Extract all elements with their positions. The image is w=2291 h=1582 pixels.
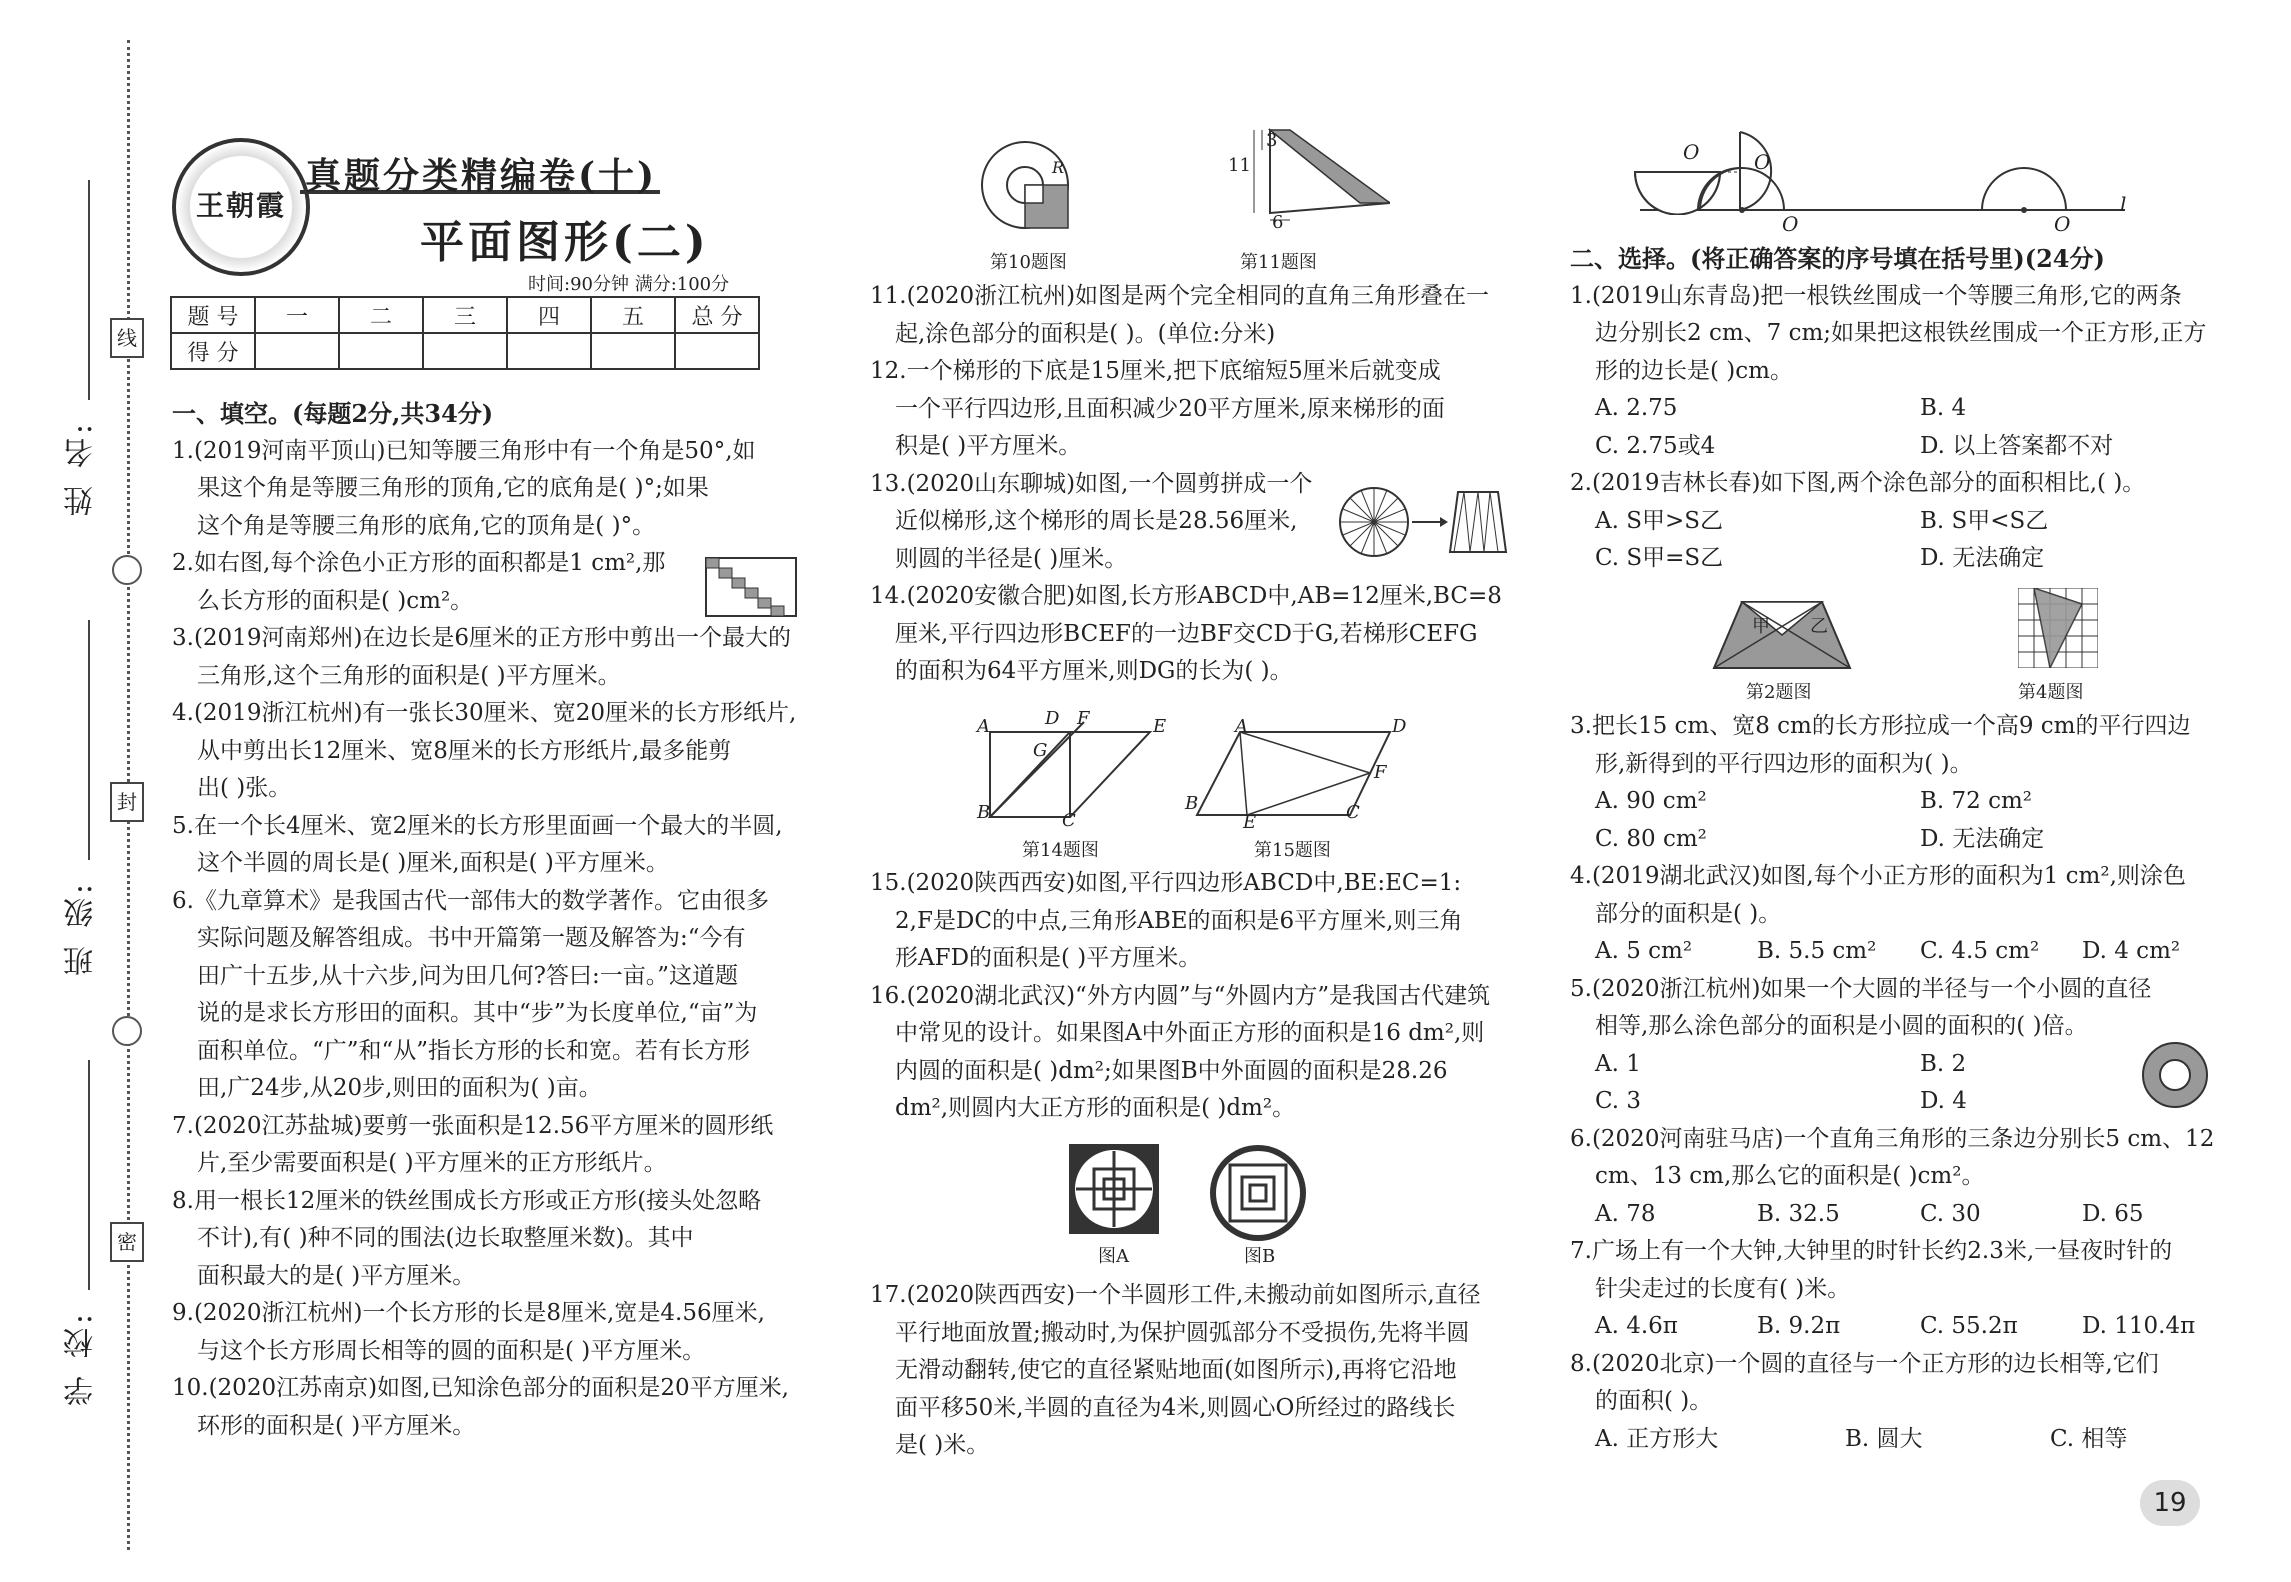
option-d[interactable]: D. 无法确定 [1920,545,2045,571]
q7-options-row [1570,1308,2230,1346]
question-3 [172,620,812,695]
option-c[interactable]: C. 相等 [2050,1425,2128,1452]
side-box-bind: 密 [110,1222,144,1262]
q-line: 3.(2019河南郑州)在边长是6厘米的正方形中剪出一个最大的 [172,625,792,651]
q-line: 2,F是DC的中点,三角形ABE的面积是6平方厘米,则三角 [895,907,1463,934]
option-a[interactable]: A. 4.6π [1595,1313,1678,1339]
q-line: dm²,则圆内大正方形的面积是( )dm²。 [895,1095,1296,1121]
side-label-school: 学 校: [64,1310,99,1406]
option-b[interactable]: B. 4 [1920,395,1967,421]
fig2-trapezoid [1712,600,1852,670]
name-blank-line [88,180,90,400]
q-line: cm、13 cm,那么它的面积是( )cm²。 [1595,1163,1985,1189]
option-a[interactable]: A. 90 cm² [1595,788,1707,814]
section-1-heading: 一、填空。(每题2分,共34分) [172,399,494,428]
option-a[interactable]: A. 1 [1595,1050,1641,1077]
score-cell: 题 号 [171,297,255,333]
option-c[interactable]: C. 4.5 cm² [1920,938,2040,964]
q-line: 6.(2020河南驻马店)一个直角三角形的三条边分别长5 cm、12 [1570,1125,2215,1152]
fig4-grid [2018,588,2098,668]
q-line: 14.(2020安徽合肥)如图,长方形ABCD中,AB=12厘米,BC=8 [870,583,1502,609]
q-line: 4.(2019湖北武汉)如图,每个小正方形的面积为1 cm²,则涂色 [1570,863,2186,889]
class-blank-line [88,620,90,860]
fig14-label-f: F [1077,708,1090,729]
option-c[interactable]: C. 30 [1920,1200,1981,1227]
fig14-label-c: C [1062,810,1076,831]
fig14-label-g: G [1033,740,1048,761]
q-line: 无滑动翻转,使它的直径紧贴地面(如图所示),再将它沿地 [895,1357,1457,1383]
fig15-label-e: E [1243,812,1257,833]
q-line: 不计),有( )种不同的围法(边长取整厘米数)。其中 [197,1225,694,1251]
choice-question-6 [1570,1121,2230,1234]
fig10-ring-figure [980,140,1070,230]
q-line: 相等,那么涂色部分的面积是小圆的面积的( )倍。 [1595,1013,2088,1039]
fig11-label-3: 3 [1266,130,1278,151]
option-b[interactable]: B. 2 [1920,1050,1967,1077]
option-c[interactable]: C. 80 cm² [1595,825,1707,852]
score-cell: 四 [507,297,591,333]
option-b[interactable]: B. 5.5 cm² [1757,938,1877,964]
q-line: 15.(2020陕西西安)如图,平行四边形ABCD中,BE:EC=1: [870,870,1462,896]
fig14-label-a: A [977,716,990,737]
option-c[interactable]: C. S甲=S乙 [1595,545,1724,571]
fig15-label-d: D [1392,716,1407,737]
q-line: 这个角是等腰三角形的底角,它的顶角是( )°。 [197,512,656,539]
option-d[interactable]: D. 以上答案都不对 [1920,432,2114,459]
option-c[interactable]: C. 2.75或4 [1595,432,1716,459]
fig2-caption: 第2题图 [1746,682,1812,703]
q-line: 田广十五步,从十六步,问为田几何?答曰:一亩。”这道题 [197,962,738,989]
fig15-label-a: A [1235,716,1248,737]
q-line: 平行地面放置;搬动时,为保护圆弧部分不受损伤,先将半圆 [895,1319,1470,1346]
q-line: 面平移50米,半圆的直径为4米,则圆心O所经过的路线长 [895,1394,1456,1421]
q-line: 内圆的面积是( )dm²;如果图B中外面圆的面积是28.26 [895,1057,1448,1084]
q-line: 起,涂色部分的面积是( )。(单位:分米) [895,320,1276,347]
question-12 [870,353,1510,466]
fig11-caption: 第11题图 [1240,252,1317,273]
q-line: 形,新得到的平行四边形的面积为( )。 [1595,750,1973,777]
question-10 [172,1370,812,1445]
fig11-triangles-figure [1240,128,1390,228]
fig15-label-b: B [1185,793,1199,814]
logo-text: 王朝霞 [195,189,286,222]
paper-subtitle: 平面图形(二) [420,217,710,268]
choice-question-5 [1570,971,2230,1121]
q-line: 16.(2020湖北武汉)“外方内圆”与“外圆内方”是我国古代建筑 [870,982,1491,1009]
q-line: 面积最大的是( )平方厘米。 [197,1262,476,1289]
fig14-label-b: B [977,802,991,823]
side-box-line: 线 [110,318,144,358]
q-line: 7.广场上有一个大钟,大钟里的时针长约2.3米,一昼夜时针的 [1570,1238,2173,1264]
q-line: 1.(2019山东青岛)把一根铁丝围成一个等腰三角形,它的两条 [1570,282,2182,309]
question-15 [870,865,1510,978]
fig15-label-c: C [1346,802,1360,823]
fig-a-square-circle [1068,1143,1160,1235]
q-line: 实际问题及解答组成。书中开篇第一题及解答为:“今有 [197,925,746,951]
choice-question-4 [1570,858,2230,971]
column-3-bottom [1570,708,2230,1458]
binding-hole-icon [112,1016,142,1046]
question-1 [172,433,812,546]
q-line: 的面积( )。 [1595,1388,1713,1414]
q-line: 13.(2020山东聊城)如图,一个圆剪拼成一个 [870,470,1313,497]
q-line: 环形的面积是( )平方厘米。 [197,1412,476,1439]
q-line: 么长方形的面积是( )cm²。 [197,587,474,614]
question-6 [172,883,812,1108]
score-table [170,296,760,370]
option-a[interactable]: A. 正方形大 [1595,1425,1719,1452]
q-line: 与这个长方形周长相等的圆的面积是( )平方厘米。 [197,1337,706,1364]
option-a[interactable]: A. S甲>S乙 [1595,507,1724,534]
q-line: 则圆的半径是( )厘米。 [895,545,1128,572]
column-1 [172,395,812,1445]
q-line: 果这个角是等腰三角形的顶角,它的底角是( )°;如果 [197,475,709,501]
q-line: 17.(2020陕西西安)一个半圆形工件,未搬动前如图所示,直径 [870,1282,1481,1308]
option-b[interactable]: B. 32.5 [1757,1200,1840,1227]
question-9 [172,1295,812,1370]
q5-options-row [1570,1083,2230,1121]
q-line: 出( )张。 [197,775,292,801]
fig17-label-o1: O [1683,140,1700,164]
q-line: 积是( )平方厘米。 [895,433,1082,459]
score-cell: 一 [255,297,339,333]
section-2-heading: 二、选择。(将正确答案的序号填在括号里)(24分) [1570,244,2105,273]
question-16 [870,978,1510,1128]
question-11 [870,278,1510,353]
q-line: 从中剪出长12厘米、宽8厘米的长方形纸片,最多能剪 [197,737,732,764]
q-line: 4.(2019浙江杭州)有一张长30厘米、宽20厘米的长方形纸片, [172,700,797,726]
q-line: 5.在一个长4厘米、宽2厘米的长方形里面画一个最大的半圆, [172,812,783,839]
q-line: 面积单位。“广”和“从”指长方形的长和宽。若有长方形 [197,1037,751,1064]
binding-hole-icon [112,555,142,585]
column-3-top [1570,240,2230,578]
fig2-label-jia: 甲 [1752,616,1770,637]
q5-ring-figure [2140,1040,2210,1110]
q-line: 针尖走过的长度有( )米。 [1595,1275,1851,1302]
score-input-cell[interactable] [339,333,423,369]
q2-options-row [1570,540,2230,578]
option-a[interactable]: A. 78 [1595,1200,1656,1227]
q-line: 是( )米。 [895,1432,990,1458]
option-d[interactable]: D. 4 [1920,1088,1967,1114]
q-line: 厘米,平行四边形BCEF的一边BF交CD于G,若梯形CEFG [895,620,1478,647]
q-line: 形的边长是( )cm。 [1595,357,1793,384]
q1-options-row [1570,390,2230,428]
option-c[interactable]: C. 55.2π [1920,1313,2018,1339]
q3-options-row [1570,821,2230,859]
q-line: 一个平行四边形,且面积减少20平方厘米,原来梯形的面 [895,395,1445,422]
score-table-row [171,333,759,369]
fig11-label-11: 11 [1228,155,1251,176]
q-line: 形AFD的面积是( )平方厘米。 [895,945,1202,971]
q-line: 10.(2020江苏南京)如图,已知涂色部分的面积是20平方厘米, [172,1375,789,1401]
q6-options-row [1570,1196,2230,1234]
score-input-cell[interactable] [507,333,591,369]
fig-a-caption: 图A [1098,1246,1129,1267]
q-line: 三角形,这个三角形的面积是( )平方厘米。 [197,662,621,689]
fig17-label-o4: O [2054,212,2071,236]
fig-b-circle-square [1208,1143,1308,1243]
score-input-cell[interactable] [255,333,339,369]
q-line: 9.(2020浙江杭州)一个长方形的长是8厘米,宽是4.56厘米, [172,1300,765,1326]
q-line: 12.一个梯形的下底是15厘米,把下底缩短5厘米后就变成 [870,358,1441,384]
fig15-label-f: F [1374,762,1387,783]
score-input-cell[interactable] [423,333,507,369]
q-line: 边分别长2 cm、7 cm;如果把这根铁丝围成一个正方形,正方 [1595,320,2207,346]
q-line: 1.(2019河南平顶山)已知等腰三角形中有一个角是50°,如 [172,437,756,464]
q-line: 8.(2020北京)一个圆的直径与一个正方形的边长相等,它们 [1570,1350,2159,1377]
score-cell: 二 [339,297,423,333]
fig2-label-yi: 乙 [1810,616,1828,637]
fig14-caption: 第14题图 [1022,840,1099,861]
fig15-parallelogram [1195,730,1395,820]
column-2-bottom [870,1277,1510,1465]
fig-b-caption: 图B [1244,1246,1276,1267]
q-line: 近似梯形,这个梯形的周长是28.56厘米, [895,508,1298,534]
option-b[interactable]: B. 圆大 [1845,1425,1923,1452]
fig10-label-r: R [1052,158,1065,177]
school-blank-line [88,1060,90,1290]
question-17 [870,1277,1510,1465]
choice-question-7 [1570,1233,2230,1346]
fig11-label-6: 6 [1272,212,1284,233]
option-d[interactable]: D. 65 [2082,1200,2144,1227]
question-7 [172,1108,812,1183]
fig14-label-d: D [1045,708,1060,729]
side-label-class: 班 级: [64,880,99,976]
score-input-cell[interactable] [675,333,759,369]
q-line: 中常见的设计。如果图A中外面正方形的面积是16 dm²,则 [895,1020,1485,1046]
q2-options-row [1570,503,2230,541]
option-d[interactable]: D. 无法确定 [1920,825,2045,852]
paper-title: 真题分类精编卷(十) [305,155,658,197]
option-b[interactable]: B. 72 cm² [1920,788,2033,814]
q-line: 片,至少需要面积是( )平方厘米的正方形纸片。 [197,1150,667,1176]
option-d[interactable]: D. 4 cm² [2082,938,2181,964]
question-4 [172,695,812,808]
fig17-label-o2: O [1754,150,1771,174]
q-line: 3.把长15 cm、宽8 cm的长方形拉成一个高9 cm的平行四边 [1570,713,2191,739]
q-line: 8.用一根长12厘米的铁丝围成长方形或正方形(接头处忽略 [172,1187,762,1214]
q13-circle-trapezoid-figure [1338,482,1508,562]
q-line: 部分的面积是( )。 [1595,900,1782,927]
q-line: 6.《九章算术》是我国古代一部伟大的数学著作。它由很多 [172,887,769,914]
fig14-label-e: E [1153,716,1167,737]
q-line: 2.(2019吉林长春)如下图,两个涂色部分的面积相比,( )。 [1570,470,2146,496]
score-cell: 得 分 [171,333,255,369]
question-8 [172,1183,812,1296]
question-5 [172,808,812,883]
q3-options-row [1570,783,2230,821]
option-a[interactable]: A. 5 cm² [1595,938,1693,964]
fig17-label-o3: O [1782,212,1799,236]
brand-logo [172,138,310,276]
score-table-row [171,297,759,333]
fig17-label-l: l [2120,192,2127,216]
choice-question-3 [1570,708,2230,858]
q8-options-row [1570,1421,2230,1459]
option-d[interactable]: D. 110.4π [2082,1313,2196,1339]
q-line: 5.(2020浙江杭州)如果一个大圆的半径与一个小圆的直径 [1570,975,2152,1002]
score-cell: 总 分 [675,297,759,333]
side-box-seal: 封 [110,782,144,822]
fig4-caption: 第4题图 [2018,682,2084,703]
score-input-cell[interactable] [591,333,675,369]
q5-options-row [1570,1046,2230,1084]
page-number: 19 [2140,1480,2200,1526]
option-b[interactable]: B. S甲<S乙 [1920,507,2049,534]
choice-question-2 [1570,465,2230,578]
time-score-info: 时间:90分钟 满分:100分 [528,274,730,295]
fig10-caption: 第10题图 [990,252,1067,273]
q-line: 7.(2020江苏盐城)要剪一张面积是12.56平方厘米的圆形纸 [172,1112,774,1139]
fig15-caption: 第15题图 [1254,840,1331,861]
q-line: 田,广24步,从20步,则田的面积为( )亩。 [197,1075,602,1101]
q-line: 11.(2020浙江杭州)如图是两个完全相同的直角三角形叠在一 [870,283,1490,309]
option-a[interactable]: A. 2.75 [1595,395,1678,421]
q4-options-row [1570,933,2230,971]
score-cell: 五 [591,297,675,333]
q-line: 2.如右图,每个涂色小正方形的面积都是1 cm²,那 [172,550,666,576]
option-b[interactable]: B. 9.2π [1757,1313,1841,1339]
q-line: 说的是求长方形田的面积。其中“步”为长度单位,“亩”为 [197,1000,758,1026]
score-cell: 三 [423,297,507,333]
side-label-name: 姓 名: [64,420,99,516]
column-2-mid [870,865,1510,1128]
q2-staircase-figure [705,557,797,617]
q17-semicircle-path-figure [1630,130,2130,215]
option-c[interactable]: C. 3 [1595,1088,1642,1114]
q-line: 这个半圆的周长是( )厘米,面积是( )平方厘米。 [197,850,669,876]
q-line: 的面积为64平方厘米,则DG的长为( )。 [895,658,1293,684]
choice-question-8 [1570,1346,2230,1459]
question-14 [870,578,1510,691]
choice-question-1 [1570,278,2230,466]
q1-options-row [1570,428,2230,466]
